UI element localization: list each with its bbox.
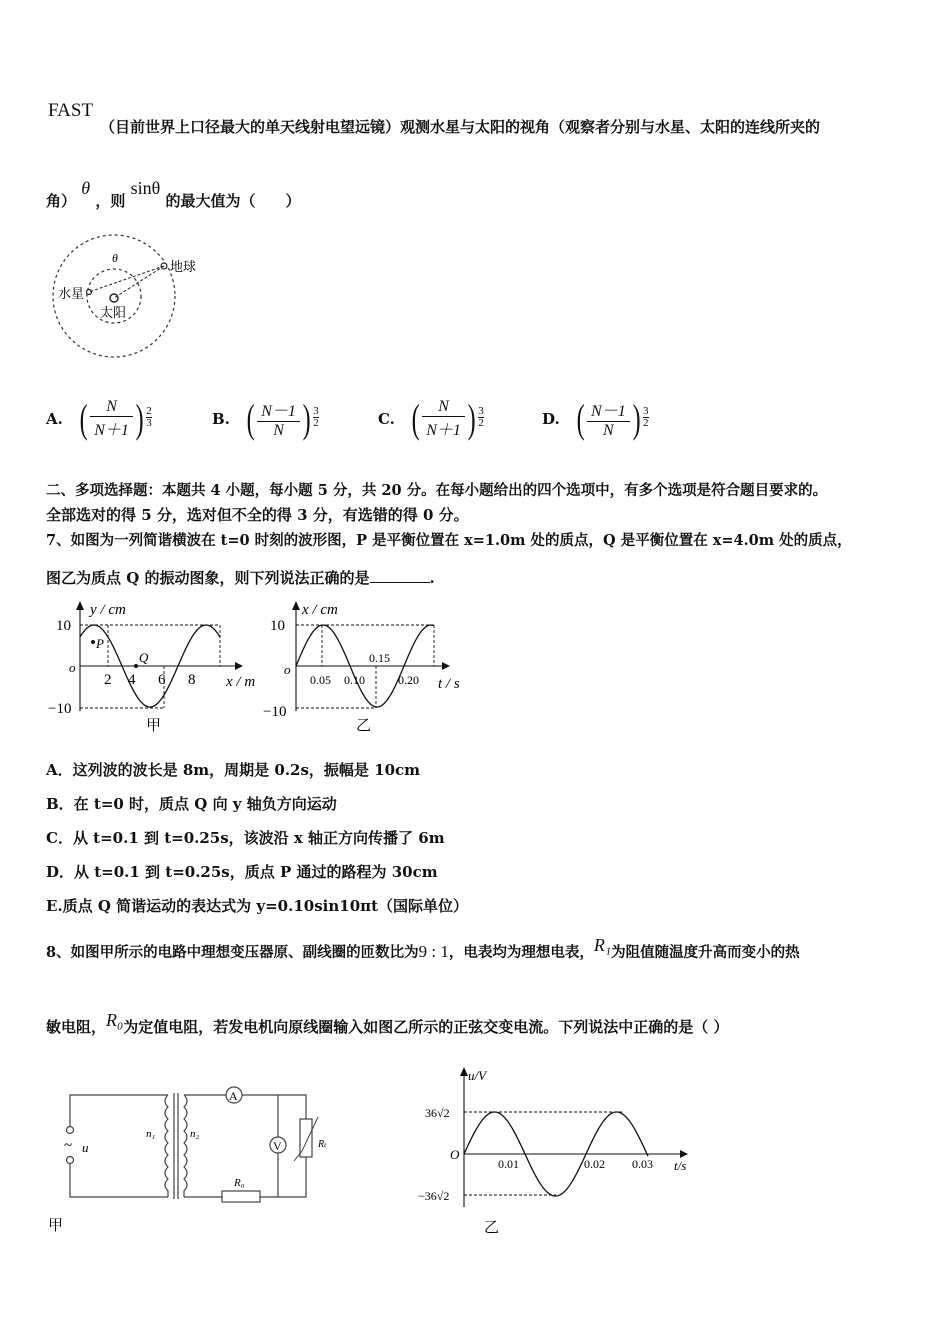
graph-a-ylabel: y / cm [90, 602, 126, 618]
u-graph-tick: 0.03 [632, 1157, 653, 1171]
r1-symbol: R₁ [593, 935, 612, 955]
section2-line2: 全部选对的得 5 分，选对但不全的得 3 分，有选错的得 0 分。 [46, 506, 469, 524]
graph-a-tick: 4 [128, 672, 136, 688]
u-graph-caption: 乙 [484, 1220, 500, 1236]
q7-line1: 7、如图为一列简谐横波在 t=0 时刻的波形图，P 是平衡位置在 x=1.0m 处的质点，Q 是平衡位置在 x=4.0m 处的质点， [46, 532, 852, 549]
ac-symbol: ~ [64, 1138, 73, 1154]
q6-option-c[interactable]: C. ( $\frac{N}{N+1}$ ) 3 2 [378, 396, 484, 441]
point-p [91, 640, 95, 644]
n1-label: n₁ [146, 1128, 156, 1140]
sun-label: 太阳 [100, 305, 127, 320]
vibration-graph-b [262, 596, 472, 736]
graph-b-tick: 0.20 [398, 673, 419, 687]
graph-a-ybottom: −10 [48, 701, 72, 717]
graph-b-tick: 0.05 [310, 673, 331, 687]
n2-label: n₂ [190, 1128, 200, 1140]
option-a-fraction: $\frac{N}{N+1}$ [90, 398, 133, 440]
graph-b-origin: o [284, 662, 291, 677]
q7-line2-text: 图乙为质点 Q 的振动图象，则下列说法正确的是 [46, 569, 370, 587]
orbit-diagram [46, 230, 197, 365]
graph-b-tick: 0.15 [369, 651, 390, 665]
earth-mercury-line [89, 266, 164, 292]
rt-label: Rₜ [318, 1139, 327, 1150]
graph-a-caption: 甲 [146, 718, 162, 734]
q6-option-b[interactable]: B. ( $\frac{N-1}{N}$ ) 3 2 [212, 396, 319, 441]
r0-symbol: R₀ [106, 1010, 124, 1030]
u-graph-ybottom: −36√2 [418, 1189, 450, 1203]
graph-a-tick: 6 [158, 672, 166, 688]
graph-a-q-label: Q [139, 650, 149, 665]
option-a-label: A. [46, 410, 63, 428]
option-b-exponent: 3 2 [313, 404, 319, 429]
graph-a-p-label: P [96, 636, 104, 651]
q7-option-b[interactable]: B．在 t=0 时，质点 Q 向 y 轴负方向运动 [46, 795, 337, 813]
option-d-fraction: $\frac{N-1}{N}$ [587, 398, 630, 440]
q7-option-d[interactable]: D．从 t=0.1 到 t=0.25s，质点 P 通过的路程为 30cm [46, 863, 438, 881]
q7-option-c[interactable]: C．从 t=0.1 到 t=0.25s，该波沿 x 轴正方向传播了 6m [46, 829, 445, 847]
fast-label: FAST [48, 100, 94, 121]
r0-label: R₀ [234, 1177, 245, 1189]
option-b-fraction: $\frac{N-1}{N}$ [257, 398, 300, 440]
option-c-fraction: $\frac{N}{N+1}$ [422, 398, 465, 440]
circuit-caption: 甲 [48, 1218, 64, 1234]
wave-graph-a [40, 596, 270, 736]
q6-option-a[interactable]: A. ( $\frac{N}{N+1}$ ) 2 3 [46, 396, 152, 441]
u-graph-ylabel: u/V [468, 1068, 487, 1083]
graph-a-origin: o [69, 660, 76, 675]
option-d-label: D. [542, 410, 560, 428]
ammeter-label: A [229, 1089, 238, 1103]
point-q [134, 664, 138, 668]
section2-line1: 二、多项选择题：本题共 4 小题，每小题 5 分，共 20 分。在每小题给出的四个选项中，有多个选项是符合题目要求的。 [46, 482, 828, 499]
resistor-r0 [222, 1191, 260, 1202]
orbit-theta: θ [112, 251, 118, 265]
mercury-label: 水星 [58, 286, 85, 301]
graph-b-ybottom: −10 [263, 704, 287, 720]
q6-line2 [46, 178, 301, 211]
u-label: u [82, 1140, 89, 1155]
option-a-exponent: 2 3 [146, 404, 152, 429]
graph-a-xlabel: x / m [226, 674, 256, 690]
theta-symbol: θ [81, 178, 91, 198]
sin-theta: sinθ [130, 178, 161, 198]
u-graph-ytop: 36√2 [425, 1106, 450, 1120]
ac-voltage-graph [410, 1062, 710, 1237]
input-terminal-bottom [67, 1157, 74, 1164]
answer-blank[interactable] [370, 570, 430, 583]
transformer-circuit [40, 1075, 340, 1240]
q8-line1: 8、如图甲所示的电路中理想变压器原、副线圈的匝数比为9 : 1，电表均为理想电表，R₁为阻值随温度升高而变小的热 [46, 935, 800, 961]
q7-line2-end: . [429, 569, 435, 587]
q6-line2-b: ，则 [95, 192, 126, 210]
earth-label: 地球 [170, 259, 197, 274]
q7-line2 [46, 567, 435, 588]
u-graph-tick: 0.02 [584, 1157, 605, 1171]
graph-b-xlabel: t / s [438, 676, 460, 692]
option-d-exponent: 3 2 [643, 404, 649, 429]
secondary-coil [184, 1095, 187, 1197]
q7-option-a[interactable]: A．这列波的波长是 8m，周期是 0.2s，振幅是 10cm [46, 761, 421, 779]
q6-line2-a: 角） [46, 192, 77, 210]
q6-line1: （目前世界上口径最大的单天线射电望远镜）观测水星与太阳的视角（观察者分别与水星、太阳的连线所夹的 [100, 118, 821, 136]
earth-sun-line [114, 266, 164, 298]
q8-line2: 敏电阻，R₀为定值电阻，若发电机向原线圈输入如图乙所示的正弦交变电流。下列说法中正确的是（ ） [46, 1010, 729, 1036]
option-c-label: C. [378, 410, 395, 428]
option-b-label: B. [212, 410, 230, 428]
graph-b-caption: 乙 [356, 718, 372, 734]
input-terminal-top [67, 1127, 74, 1134]
graph-b-tick: 0.10 [344, 673, 365, 687]
graph-a-tick: 8 [188, 672, 196, 688]
q7-option-e[interactable]: E.质点 Q 简谐运动的表达式为 y=0.10sin10πt（国际单位） [46, 897, 469, 915]
u-graph-tick: 0.01 [498, 1157, 519, 1171]
turns-ratio: 9 : 1 [418, 942, 449, 961]
u-graph-origin: O [450, 1147, 460, 1162]
voltmeter-label: V [273, 1139, 282, 1153]
graph-a-tick: 2 [104, 672, 112, 688]
primary-coil [165, 1095, 168, 1197]
q6-line2-c: 的最大值为（ ） [165, 192, 301, 210]
graph-b-ytop: 10 [270, 618, 285, 634]
graph-a-ytop: 10 [56, 618, 71, 634]
option-c-exponent: 3 2 [478, 404, 484, 429]
u-graph-xlabel: t/s [674, 1158, 687, 1173]
q6-option-d[interactable]: D. ( $\frac{N-1}{N}$ ) 3 2 [542, 396, 649, 441]
graph-b-ylabel: x / cm [302, 602, 338, 618]
